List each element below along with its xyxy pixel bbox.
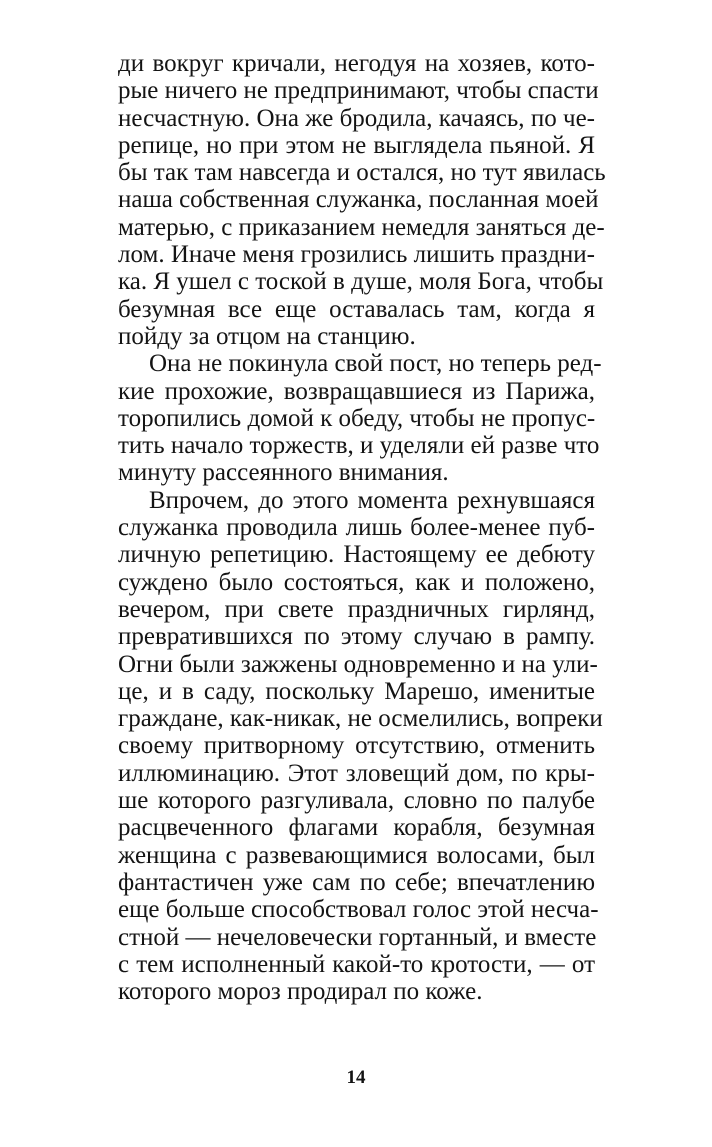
text-line: иллюминацию. Этот зловещий дом, по кры- [118,759,595,787]
text-line: превратившихся по этому случаю в рампу. [118,623,595,651]
text-line: матерью, с приказанием немедля заняться де- [118,213,605,241]
text-line: еще больше способствовал голос этой несча- [118,896,599,924]
text-line: несчастную. Она же бродила, качаясь, по че- [118,104,595,132]
text-line: ше которого разгуливала, словно по палубе [118,787,595,815]
text-line: граждане, как-никак, не осмелились, вопреки [118,705,603,733]
text-line: ди вокруг кричали, негодуя на хозяев, кото- [118,50,595,77]
text-line: бы так там навсегда и остался, но тут явилась [118,159,606,187]
text-line: наша собственная служанка, посланная моей [118,186,599,214]
text-line: фантастичен уже сам по себе; впечатлению [118,868,595,896]
text-line: безумная все еще оставалась там, когда я [118,295,595,323]
text-line: своему притворному отсутствию, отменить [118,732,595,760]
text-line: минуту рассеянного внимания. [118,459,449,487]
text-line: личную репетицию. Настоящему ее дебюту [118,541,595,569]
paragraph-first-line: Впрочем, до этого момента рехнувшаяся [149,486,595,514]
paragraph-first-line: Она не покинула свой пост, но теперь ред- [149,350,602,378]
text-line: служанка проводила лишь более-менее пуб- [118,514,595,542]
text-line: стной — нечеловечески гортанный, и вместе [118,923,597,951]
text-line: с тем исполненный какой-то кротости, — от [118,950,595,978]
text-line: торопились домой к обеду, чтобы не пропус- [118,404,596,432]
text-line: репице, но при этом не выглядела пьяной. Я [118,131,595,159]
text-line: тить начало торжеств, и уделяли ей разве что [118,432,600,460]
text-line: вечером, при свете праздничных гирлянд, [118,595,595,623]
text-line: лом. Иначе меня грозились лишить праздни- [118,241,595,269]
body-text [118,50,606,1006]
text-line: це, и в саду, поскольку Марешо, именитые [118,677,595,705]
text-line: расцвеченного флагами корабля, безумная [118,814,595,842]
text-line: которого мороз продирал по коже. [118,978,483,1006]
page-number: 14 [346,1067,366,1088]
text-line: Огни были зажжены одновременно и на ули- [118,650,598,678]
text-line: кие прохожие, возвращавшиеся из Парижа, [118,377,595,405]
text-line: рые ничего не предпринимают, чтобы спасти [118,77,599,105]
text-line: пойду за отцом на станцию. [118,322,416,350]
text-line: ка. Я ушел с тоской в душе, моля Бога, чтобы [118,268,604,296]
text-line: женщина с развевающимися волосами, был [118,841,595,869]
text-line: суждено было состояться, как и положено, [118,568,595,596]
